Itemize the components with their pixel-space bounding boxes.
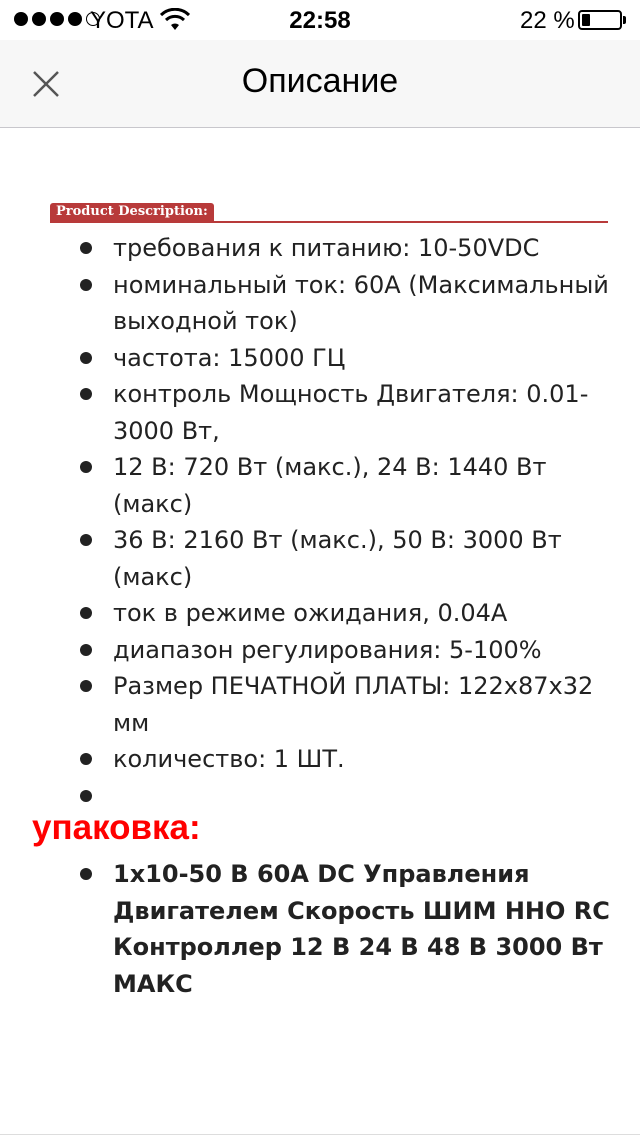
battery-icon xyxy=(578,10,622,30)
battery-percent: 22 % xyxy=(520,7,575,34)
list-item: Размер ПЕЧАТНОЙ ПЛАТЫ: 122x87x32 мм xyxy=(80,668,620,741)
battery-tip xyxy=(623,16,626,24)
clock: 22:58 xyxy=(289,7,351,34)
carrier-name: YOTA xyxy=(90,7,154,34)
list-item: требования к питанию: 10-50VDC xyxy=(80,230,620,267)
list-item: контроль Мощность Двигателя: 0.01-3000 Вт, xyxy=(80,376,620,449)
package-list xyxy=(80,856,620,1002)
description-content xyxy=(0,128,640,1136)
list-item: 36 В: 2160 Вт (макс.), 50 В: 3000 Вт (макс) xyxy=(80,522,620,595)
battery-level xyxy=(582,14,590,26)
list-item: 1x10-50 В 60A DC Управления Двигателем Скорость ШИМ ННО RC Контроллер 12 В 24 В 48 В 3000 Вт МАКС xyxy=(80,856,620,1002)
list-item: 12 В: 720 Вт (макс.), 24 В: 1440 Вт (макс) xyxy=(80,449,620,522)
status-bar xyxy=(0,0,640,40)
list-item: номинальный ток: 60A (Максимальный выходной ток) xyxy=(80,267,620,340)
spec-list xyxy=(80,230,620,814)
list-item: частота: 15000 ГЦ xyxy=(80,340,620,377)
product-description-tag: Product Description: xyxy=(50,203,214,221)
navigation-bar xyxy=(0,40,640,128)
product-description-header xyxy=(50,203,608,223)
list-item: количество: 1 ШТ. xyxy=(80,741,620,778)
list-item: диапазон регулирования: 5-100% xyxy=(80,632,620,669)
package-title: упаковка: xyxy=(32,808,201,847)
divider xyxy=(0,1134,640,1135)
page-title: Описание xyxy=(241,62,399,100)
list-item: ток в режиме ожидания, 0.04A xyxy=(80,595,620,632)
